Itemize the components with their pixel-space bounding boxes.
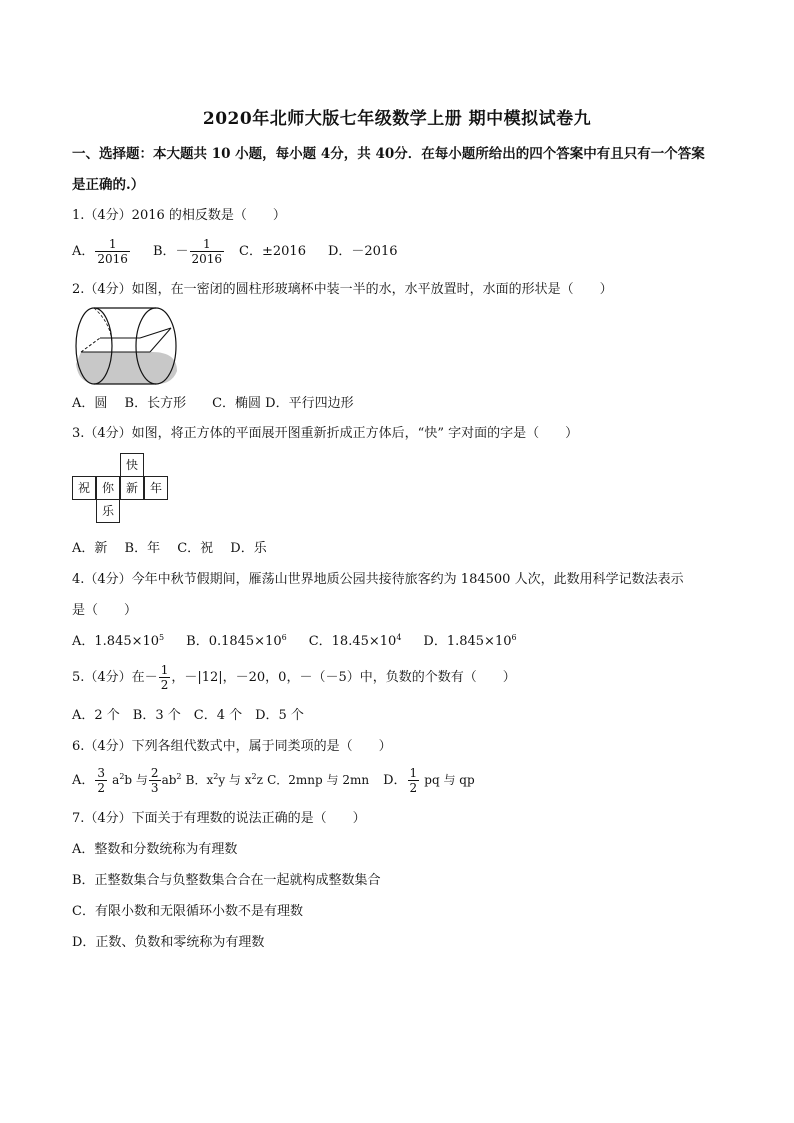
- q4-option-c: C．18.45×10: [308, 634, 397, 649]
- q6-a1-exponent: 2: [119, 772, 125, 781]
- q6-option-d-label: D．: [383, 773, 407, 788]
- q5-numerator: 1: [160, 663, 169, 677]
- q5-options: A．2 个 B．3 个 C．4 个 D．5 个: [72, 708, 304, 723]
- q1-option-b-fraction: [190, 237, 225, 266]
- q6-option-a-label: A．: [72, 773, 95, 788]
- q4-option-d-exponent: 6: [511, 633, 517, 642]
- q6-a1-base: a: [112, 773, 120, 787]
- q2-options: A．圆 B．长方形 C．椭圆 D．平行四边形: [72, 396, 354, 411]
- net-cell-row-2: 你: [96, 476, 120, 500]
- net-cell-row-4: 年: [144, 476, 168, 500]
- q1-option-a-fraction: [95, 237, 130, 266]
- q7-option-a: A．整数和分数统称为有理数: [72, 842, 238, 857]
- q6-option-b-middle: y 与 x: [218, 773, 252, 787]
- q6-a-first-fraction: [95, 766, 107, 795]
- q1-option-c: C．±2016: [239, 244, 306, 259]
- q4-stem-line1: 4.（4分）今年中秋节假期间，雁荡山世界地质公园共接待旅客约为 184500 人次，此数用科学记数法表示: [72, 572, 684, 587]
- q5-fraction: [159, 663, 171, 692]
- q6-a-second-fraction: [149, 766, 161, 795]
- q6-a2-base: ab: [161, 773, 177, 787]
- q7-option-b: B．正整数集合与负整数集合合在一起就构成整数集合: [72, 873, 381, 888]
- q1-option-d: D．－2016: [327, 244, 398, 259]
- q1-a-numerator: 1: [95, 237, 130, 252]
- q6-a2-numerator: 2: [150, 766, 159, 780]
- water-fill: [76, 352, 177, 384]
- q1-option-a-label: A．: [72, 244, 95, 259]
- q3-stem: 3.（4分）如图，将正方体的平面展开图重新折成正方体后，“快” 字对面的字是（ ）: [72, 426, 579, 441]
- q6-a1-denominator: 2: [97, 781, 106, 795]
- net-cell-row-1: 祝: [72, 476, 96, 500]
- q6-stem: 6.（4分）下列各组代数式中，属于同类项的是（ ）: [72, 739, 392, 754]
- q4-option-a: A．1.845×10: [72, 634, 160, 649]
- q4-option-b-exponent: 6: [281, 633, 287, 642]
- q4-stem-line2: 是（ ）: [72, 603, 138, 618]
- q6-option-b-end: z: [256, 773, 263, 787]
- q7-option-d: D．正数、负数和零统称为有理数: [72, 935, 265, 950]
- q6-a1-end: b 与: [124, 773, 148, 787]
- water-surface-hidden-edge: [81, 338, 100, 352]
- cylinder-figure: [72, 304, 180, 386]
- q4-option-d: D．1.845×10: [423, 634, 512, 649]
- q5-stem: [72, 663, 516, 692]
- q6-a2-exponent: 2: [176, 772, 182, 781]
- net-cell-top: 快: [120, 453, 144, 477]
- q7-stem: 7.（4分）下面关于有理数的说法正确的是（ ）: [72, 811, 366, 826]
- q6-option-d-tail: pq 与 qp: [424, 773, 475, 787]
- q4-option-a-exponent: 5: [159, 633, 165, 642]
- q1-b-denominator: 2016: [191, 252, 223, 266]
- q4-option-c-exponent: 4: [396, 633, 402, 642]
- q1-a-denominator: 2016: [97, 252, 128, 266]
- q6-option-b-prefix: B．x: [185, 773, 214, 787]
- q6-d-fraction: [408, 766, 420, 795]
- q6-b-exponent-1: 2: [213, 772, 219, 781]
- section-heading-line2: 是正确的.）: [72, 177, 145, 193]
- q6-b-exponent-2: 2: [251, 772, 257, 781]
- q6-d-denominator: 2: [409, 781, 418, 795]
- section-heading-line1: 一、选择题：本大题共 10 小题，每小题 4分，共 40分．在每小题所给出的四个答案中有且只有一个答案: [72, 146, 705, 162]
- q5-stem-prefix: 5.（4分）在－: [72, 670, 158, 685]
- q3-options: A．新 B．年 C．祝 D．乐: [72, 541, 267, 556]
- q1-b-numerator: 1: [190, 237, 225, 252]
- q1-option-b-label: B．－: [152, 244, 189, 259]
- q5-denominator: 2: [160, 678, 169, 692]
- net-cell-bottom: 乐: [96, 499, 120, 523]
- q5-stem-suffix: ，－|12|，－20，0，－（－5）中，负数的个数有（ ）: [171, 670, 516, 685]
- q2-stem: 2.（4分）如图，在一密闭的圆柱形玻璃杯中装一半的水，水平放置时，水面的形状是（ ）: [72, 282, 613, 297]
- net-cell-row-3: 新: [120, 476, 144, 500]
- q6-option-c: C．2mnp 与 2mn: [267, 773, 370, 787]
- q4-option-b: B．0.1845×10: [186, 634, 282, 649]
- q7-option-c: C．有限小数和无限循环小数不是有理数: [72, 904, 303, 919]
- q6-d-numerator: 1: [409, 766, 418, 780]
- q6-a2-denominator: 3: [150, 781, 159, 795]
- q6-options: [72, 766, 475, 795]
- q1-options: [72, 237, 398, 266]
- q6-a1-numerator: 3: [97, 766, 106, 780]
- q1-stem: 1.（4分）2016 的相反数是（ ）: [72, 208, 286, 223]
- q4-options: [72, 633, 517, 651]
- page-title: 2020年北师大版七年级数学上册 期中模拟试卷九: [202, 109, 592, 129]
